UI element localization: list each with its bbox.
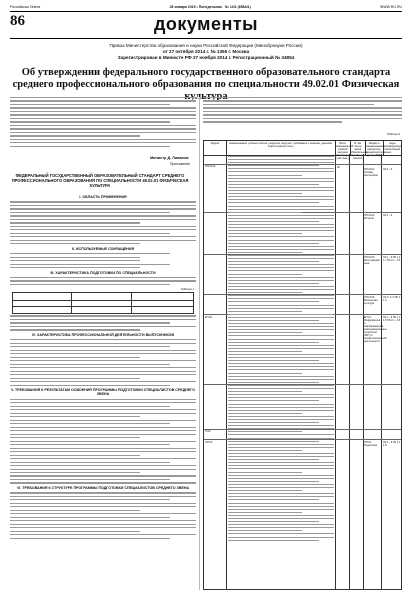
- row-codes-ogse01: ОК 1 - 9: [383, 168, 393, 171]
- row-codes-ogse04: ОК 2, 3, 6 ПК 1.1, 1.3: [383, 296, 403, 302]
- row-codes-en01: ОК 1 - 9 ПК 1.1 - 1.5 ПК 2.1 - 2.6: [383, 316, 402, 322]
- section-heading-5: V. ТРЕБОВАНИЯ К РЕЗУЛЬТАТАМ ОСВОЕНИЯ ПРОГРАММЫ ПОДГОТОВКИ СПЕЦИАЛИСТОВ СРЕДНЕГО ЗВЕНА: [10, 388, 196, 397]
- section-heading-3: III. ХАРАКТЕРИСТИКА ПОДГОТОВКИ ПО СПЕЦИАЛЬНОСТИ: [50, 270, 156, 275]
- col-codes: Коды формируемых компетенций: [383, 141, 401, 155]
- row-hours-ogse01: 48: [337, 166, 340, 169]
- issue-number: № 13/1 (6584/1): [224, 5, 251, 9]
- table-1: [12, 292, 194, 314]
- row-disc-op01: ОП.01. Педагогика: [364, 441, 378, 447]
- col-name: Наименование учебных циклов, разделов, модулей, требования к знаниям, умениям, практическому опыту: [226, 141, 335, 155]
- order-info: [10, 43, 402, 61]
- table1-label: Таблица 1: [180, 287, 194, 292]
- row-disc-ogse02: ОГСЭ.02. История: [364, 214, 375, 220]
- page-header: [10, 11, 402, 39]
- row-codes-op01: ОК 1 - 9 ПК 1.1 - 1.5: [383, 441, 402, 447]
- appendix-label: Приложение: [170, 162, 190, 166]
- newspaper-name: Российская Газета: [10, 5, 41, 9]
- left-body: [10, 193, 196, 590]
- intro-text: [10, 97, 196, 149]
- top-bar: [10, 3, 402, 11]
- page-number: 86: [10, 13, 25, 29]
- row-disc-ogse03: ОГСЭ.03. Иностранный язык: [364, 256, 380, 265]
- order-issuer: Приказ Министерства образования и науки Российской Федерации (Минобрнауки России): [109, 43, 303, 48]
- section-title: документы: [153, 14, 259, 34]
- signature: Министр Д. Ливанов: [150, 156, 189, 160]
- column-divider: [199, 97, 200, 590]
- order-registration: Зарегистрирован в Минюсте РФ 27 ноября 2014 г. Регистрационный № 34854: [117, 55, 295, 60]
- issue-date: 26 января 2015 • Понедельник: [169, 5, 223, 9]
- row-codes-ogse02: ОК 1 - 9: [383, 214, 393, 217]
- row-disc-en01: ЕН.01. Информатика и информационно-коммуникационные технологии (ИКТ) в профессиональной деятельности: [364, 316, 387, 343]
- section-heading-4: IV. ХАРАКТЕРИСТИКА ПРОФЕССИОНАЛЬНОЙ ДЕЯТЕЛЬНОСТИ ВЫПУСКНИКОВ: [31, 332, 175, 337]
- col-hours: Всего максимальной учебной нагрузки обучающегося (час./нед.): [335, 142, 354, 160]
- section-heading-2: II. ИСПОЛЬЗУЕМЫЕ СОКРАЩЕНИЯ: [71, 246, 135, 251]
- row-codes-ogse03: ОК 1 - 9 ПК 1.1 - 1.7 ПК 2.1 - 2.5: [383, 256, 402, 262]
- row-index-op: ОП.00: [205, 441, 213, 444]
- col-index: Индекс: [210, 142, 220, 145]
- order-date-number: от 27 октября 2014 г. № 1355 г. Москва: [162, 49, 250, 54]
- col-class-hours: В том числе часов обязательных учебных занятий: [350, 142, 368, 160]
- section-heading-1: I. ОБЛАСТЬ ПРИМЕНЕНИЯ: [79, 195, 127, 199]
- document-title: Об утверждении федерального государственного образовательного стандарта среднего профессионального образования по специальности 49.02.01 Физическая: [12, 67, 400, 90]
- section-heading-6: VI. ТРЕБОВАНИЯ К СТРУКТУРЕ ПРОГРАММЫ ПОДГОТОВКИ СПЕЦИАЛИСТОВ СРЕДНЕГО ЗВЕНА: [16, 485, 190, 490]
- row-disc-ogse01: ОГСЭ.01. Основы философии: [364, 168, 378, 177]
- standard-title: ФЕДЕРАЛЬНЫЙ ГОСУДАРСТВЕННЫЙ ОБРАЗОВАТЕЛЬНЫЙ СТАНДАРТ СРЕДНЕГО ПРОФЕССИОНАЛЬНОГО ОБРАЗОВАНИЯ ПО СПЕЦИАЛЬНОСТИ 49.02.01 ФИЗИЧЕСКАЯ КУЛЬТУРА: [11, 173, 189, 188]
- col-discipline: Индекс и наименование дисциплин, междисциплинарных курсов (МДК): [365, 142, 392, 157]
- right-intro: [203, 97, 402, 131]
- row-index-ogse: ОГСЭ.00: [205, 165, 216, 168]
- table3-label: Таблица 3: [386, 132, 400, 136]
- row-text-block-1: [228, 156, 334, 543]
- website: WWW.RG.RU: [380, 5, 402, 9]
- row-index-p: П.00: [205, 430, 211, 433]
- structure-table: [203, 154, 402, 590]
- row-disc-ogse04: ОГСЭ.04. Физическая культура: [364, 296, 378, 305]
- row-index-en: ЕН.00: [205, 316, 212, 319]
